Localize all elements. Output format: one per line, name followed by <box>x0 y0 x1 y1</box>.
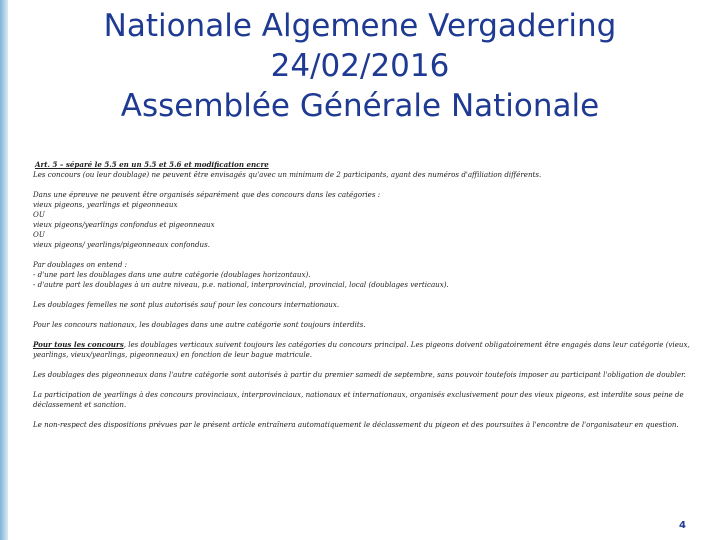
slide-title <box>0 6 720 126</box>
paragraph-yearlings: La participation de yearlings à des concours provinciaux, interprovinciaux, nationaux et internationaux, organisés exclusivement pour des vieux pigeons, est interdite sous peine de déclassement et sanction. <box>33 390 684 409</box>
title-line-2: 24/02/2016 <box>270 48 450 84</box>
paragraph-participants: Les concours (ou leur doublage) ne peuvent être envisagés qu'avec un minimum de 2 participants, ayant des numéros d'affiliation différents. <box>33 170 542 179</box>
slide-body <box>33 160 693 430</box>
page-number: 4 <box>679 520 686 531</box>
categories-intro: Dans une épreuve ne peuvent être organisés séparément que des concours dans les catégories : <box>33 190 381 199</box>
categories-option-2: vieux pigeons/yearlings confondus et pigeonneaux <box>33 220 215 229</box>
paragraph-nationaux: Pour les concours nationaux, les doublages dans une autre catégorie sont toujours interdits. <box>33 320 366 329</box>
categories-option-1: vieux pigeons, yearlings et pigeonneaux <box>33 200 178 209</box>
doublages-definition: Par doublages on entend : <box>33 260 128 269</box>
paragraph-pigeonneaux: Les doublages des pigeonneaux dans l'autre catégorie sont autorisés à partir du premier samedi de septembre, sans pouvoir toutefois imposer au participant l'obligation de doubler. <box>33 370 686 379</box>
doublages-horizontal: - d'une part les doublages dans une autre catégorie (doublages horizontaux). <box>33 270 311 279</box>
title-line-1: Nationale Algemene Vergadering <box>103 8 617 44</box>
doublages-vertical: - d'autre part les doublages à un autre niveau, p.e. national, interprovincial, provincial, local (doublages verticaux). <box>33 280 449 289</box>
categories-or-1: OU <box>33 210 45 219</box>
paragraph-non-respect: Le non-respect des dispositions prévues par le présent article entraînera automatiquement le déclassement du pigeon et des poursuites à l'encontre de l'organisateur en question. <box>33 420 679 429</box>
paragraph-tous-concours <box>33 340 693 360</box>
categories-option-3: vieux pigeons/ yearlings/pigeonneaux confondus. <box>33 240 210 249</box>
paragraph-femelles: Les doublages femelles ne sont plus autorisés sauf pour les concours internationaux. <box>33 300 340 309</box>
categories-or-2: OU <box>33 230 45 239</box>
article-heading: Art. 5 – séparé le 5.5 en un 5.5 et 5.6 et modification encre <box>35 160 269 169</box>
tous-concours-text: , les doublages verticaux suivent toujours les catégories du concours principal. Les pigeons doivent obligatoirement être engagés dans leur catégorie (vieux, yearlings, vieux/yearlings, pigeonneaux) en fonction de leur bague matricule. <box>33 340 690 359</box>
title-line-3: Assemblée Générale Nationale <box>120 88 600 124</box>
tous-concours-emphasis: Pour tous les concours <box>33 340 124 349</box>
